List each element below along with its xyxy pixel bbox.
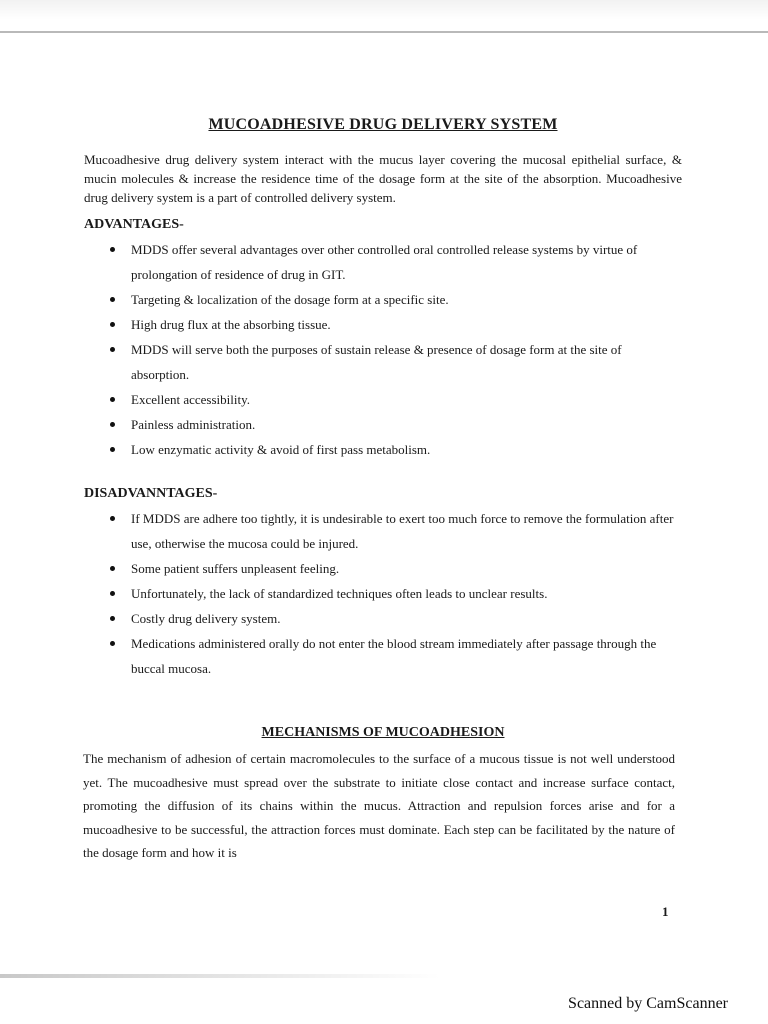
scan-bottom-edge <box>0 974 440 978</box>
disadvantage-item <box>110 556 682 581</box>
advantage-item-text: Targeting & localization of the dosage form at a specific site. <box>131 292 449 307</box>
disadvantages-list <box>84 506 682 681</box>
advantage-item-text: Painless administration. <box>131 417 256 432</box>
disadvantage-item-text: Some patient suffers unpleasent feeling. <box>131 561 340 576</box>
disadvantage-item-text: Unfortunately, the lack of standardized techniques often leads to unclear results. <box>131 586 548 601</box>
advantage-item-text: MDDS will serve both the purposes of sustain release & presence of dosage form at the site of absorption. <box>131 342 622 382</box>
advantage-item-text: Low enzymatic activity & avoid of first pass metabolism. <box>131 442 431 457</box>
disadvantage-item <box>110 631 682 681</box>
disadvantages-heading: DISADVANNTAGES- <box>84 486 218 501</box>
bullet-icon <box>110 422 115 427</box>
advantage-item <box>110 387 682 412</box>
advantage-item-text: Excellent accessibility. <box>131 392 250 407</box>
advantages-list <box>84 237 682 462</box>
disadvantage-item-text: Costly drug delivery system. <box>131 611 281 626</box>
advantage-item <box>110 337 682 387</box>
document-title: MUCOADHESIVE DRUG DELIVERY SYSTEM <box>208 116 558 133</box>
bullet-icon <box>110 641 115 646</box>
disadvantage-item-text: Medications administered orally do not enter the blood stream immediately after passage through the buccal mucosa. <box>131 636 657 676</box>
scan-edge-line <box>0 31 768 33</box>
bullet-icon <box>110 516 115 521</box>
bullet-icon <box>110 347 115 352</box>
bullet-icon <box>110 397 115 402</box>
bullet-icon <box>110 566 115 571</box>
intro-paragraph: Mucoadhesive drug delivery system interact with the mucus layer covering the mucosal epithelial surface, & mucin molecules & increase the residence time of the dosage form at the site of the absorption. Mucoadhesive drug delivery system is a part of controlled delivery system. <box>84 152 682 205</box>
bullet-icon <box>110 591 115 596</box>
document-body <box>84 116 682 865</box>
mechanisms-heading: MECHANISMS OF MUCOADHESION <box>261 725 505 740</box>
advantage-item-text: MDDS offer several advantages over other controlled oral controlled release systems by virtue of prolongation of residence of drug in GIT. <box>131 242 638 282</box>
advantage-item-text: High drug flux at the absorbing tissue. <box>131 317 331 332</box>
scan-top-shadow <box>0 0 768 20</box>
bullet-icon <box>110 247 115 252</box>
bullet-icon <box>110 616 115 621</box>
page-number: 1 <box>662 904 669 919</box>
disadvantage-item <box>110 506 682 556</box>
mechanisms-paragraph: The mechanism of adhesion of certain macromolecules to the surface of a mucous tissue is not well understood yet. The mucoadhesive must spread over the substrate to initiate close contact and increase surface contact, promoting the diffusion of its chains within the mucus. Attraction and repulsion forces arise and for a mucoadhesive to be successful, the attraction forces must dominate. Each step can be facilitated by the nature of the dosage form and how it is <box>83 751 675 860</box>
advantage-item <box>110 287 682 312</box>
disadvantage-item-text: If MDDS are adhere too tightly, it is undesirable to exert too much force to remove the formulation after use, otherwise the mucosa could be injured. <box>131 511 674 551</box>
advantage-item <box>110 237 682 287</box>
advantages-heading: ADVANTAGES- <box>84 217 184 232</box>
bullet-icon <box>110 322 115 327</box>
advantage-item <box>110 412 682 437</box>
disadvantage-item <box>110 606 682 631</box>
disadvantage-item <box>110 581 682 606</box>
advantage-item <box>110 437 682 462</box>
advantage-item <box>110 312 682 337</box>
bullet-icon <box>110 297 115 302</box>
camscanner-watermark: Scanned by CamScanner <box>568 995 728 1012</box>
bullet-icon <box>110 447 115 452</box>
